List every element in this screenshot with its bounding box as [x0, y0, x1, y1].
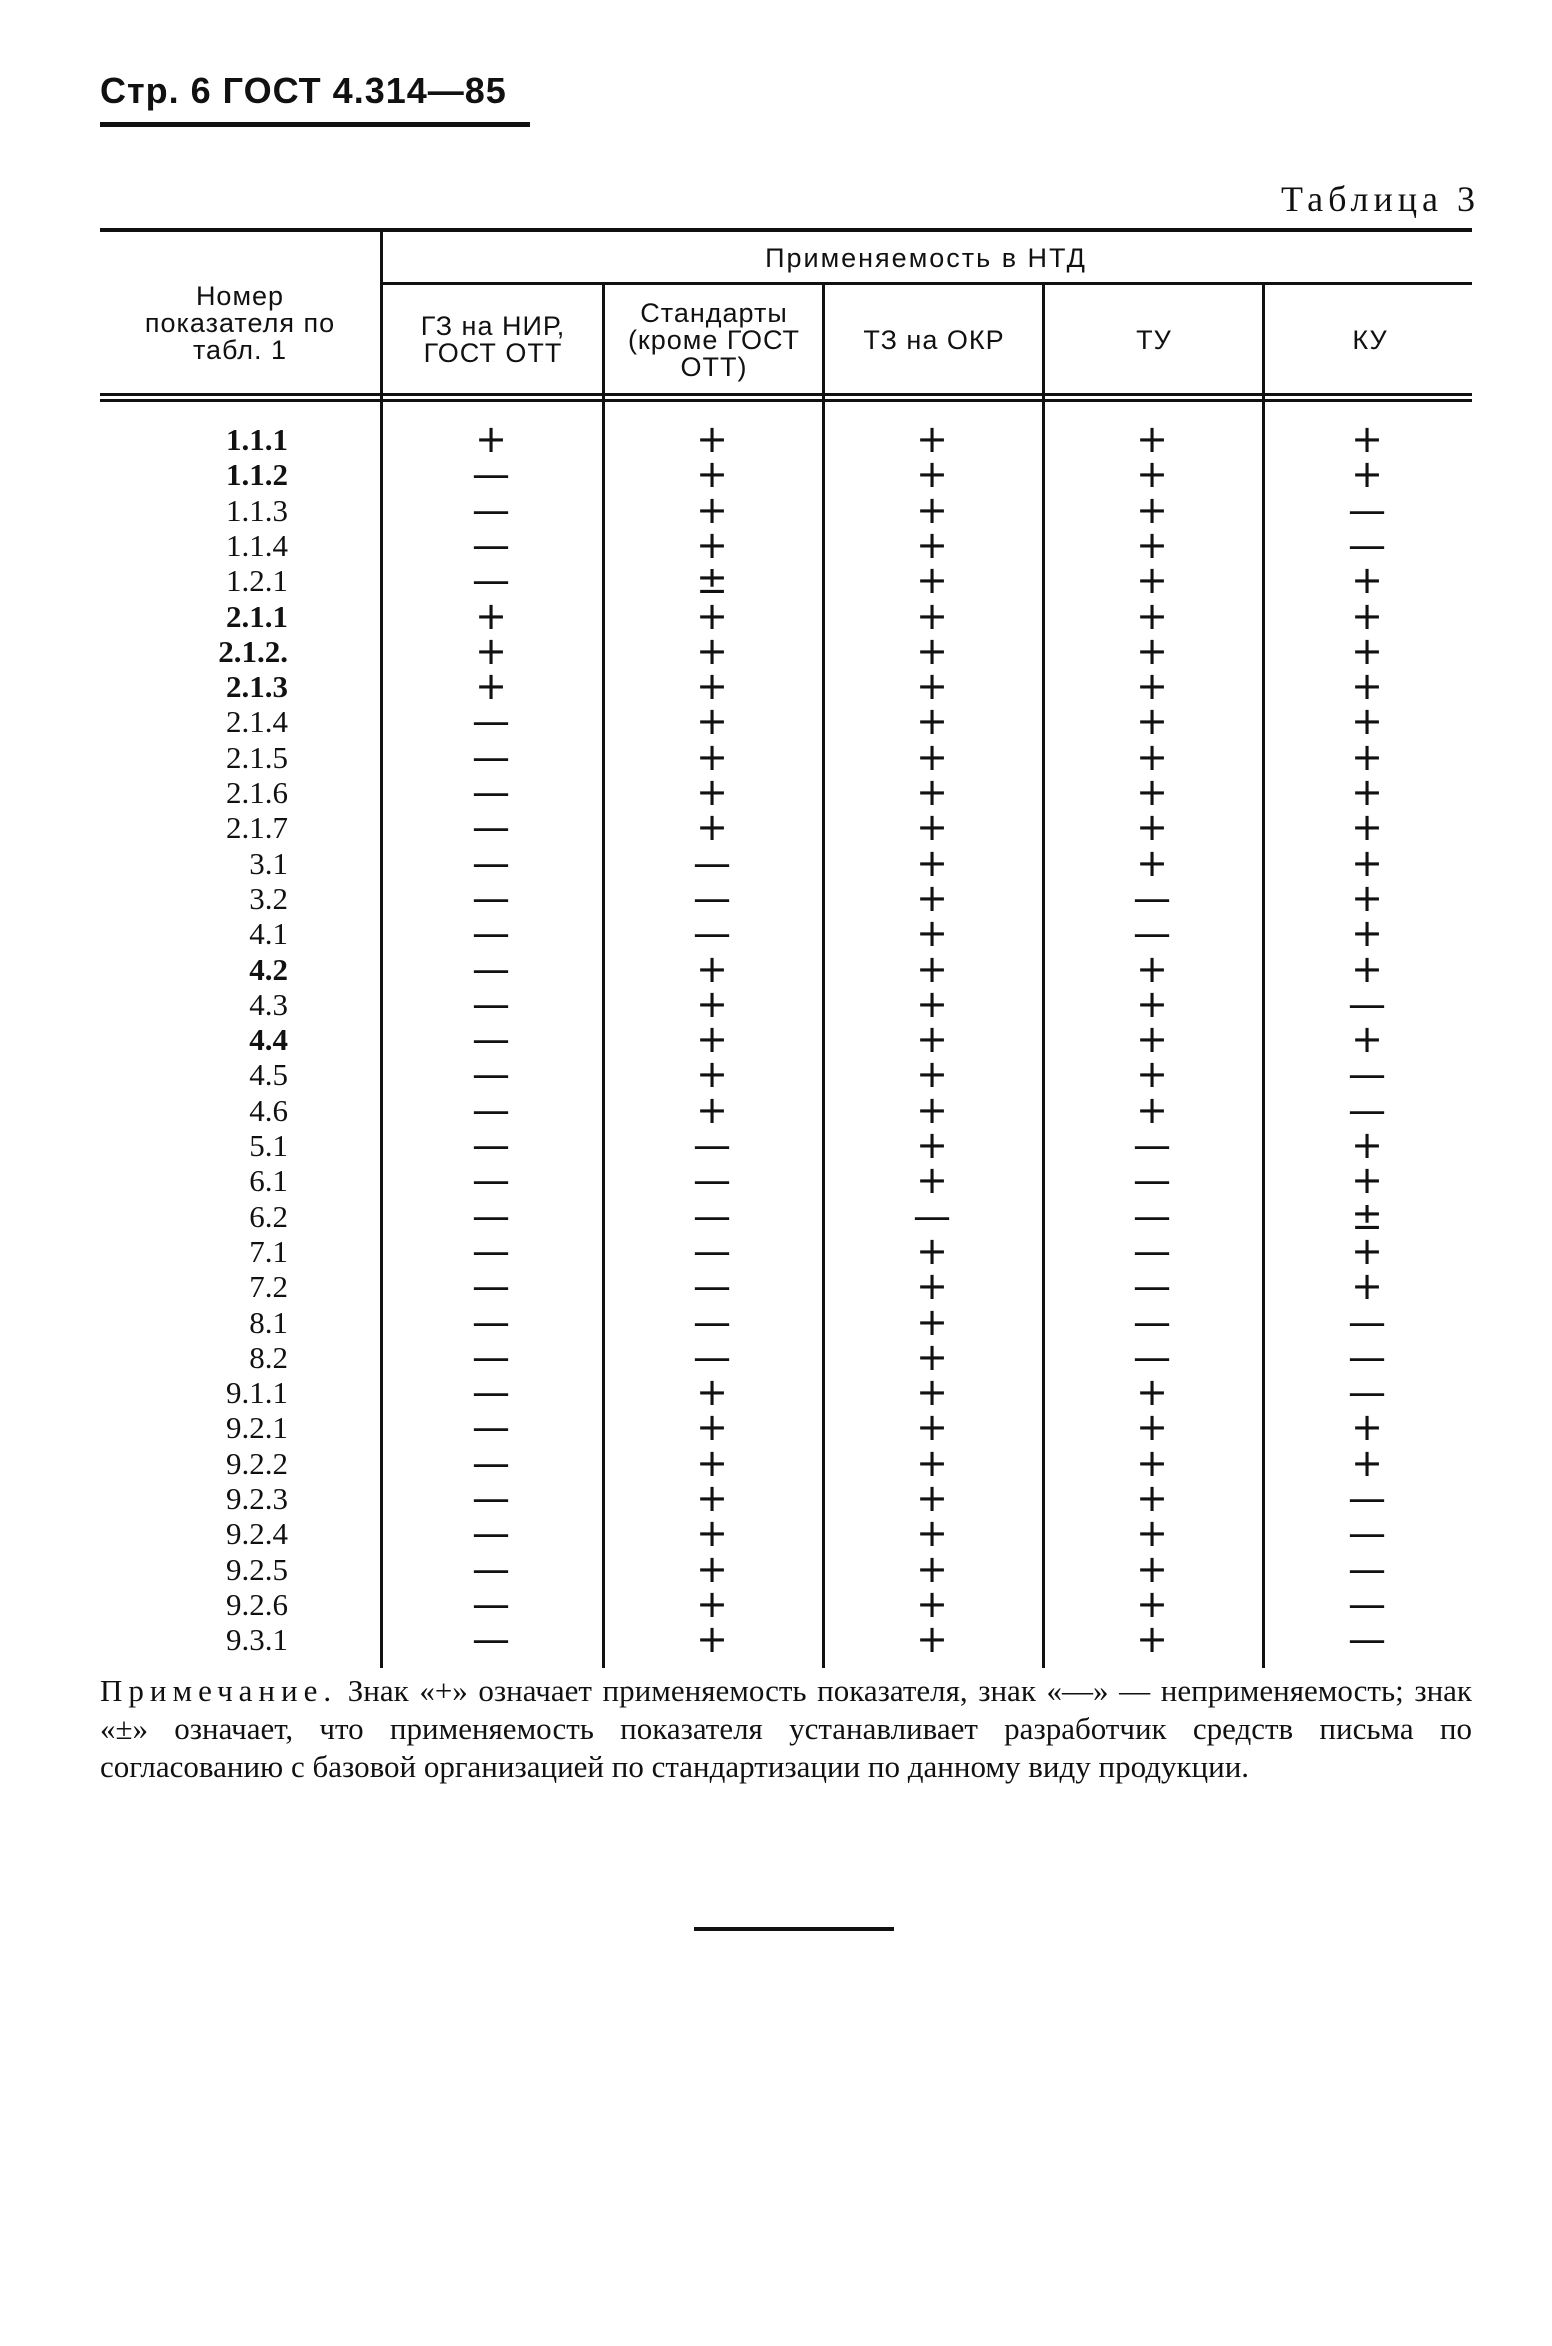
applicability-mark: +	[1136, 1370, 1168, 1415]
table-row	[100, 1581, 1472, 1626]
applicability-mark: +	[1351, 840, 1383, 885]
applicability-mark: —	[1348, 1052, 1386, 1097]
applicability-mark: +	[696, 1546, 728, 1591]
applicability-mark: +	[1136, 1017, 1168, 1062]
applicability-mark: +	[916, 734, 948, 779]
applicability-mark: —	[472, 1440, 510, 1485]
col-header-tu: ТУ	[1136, 324, 1172, 355]
row-number: 4.3	[249, 986, 288, 1022]
applicability-mark: +	[1136, 1511, 1168, 1556]
row-number: 2.1.4	[226, 704, 288, 740]
applicability-mark: —	[472, 699, 510, 744]
applicability-mark: —	[472, 522, 510, 567]
table-row	[100, 875, 1472, 920]
table-label: Таблица 3	[1281, 179, 1480, 219]
applicability-mark: +	[916, 1123, 948, 1167]
row-number: 9.1.1	[226, 1375, 288, 1411]
applicability-mark: —	[472, 1017, 510, 1062]
row-number: 2.1.1	[226, 598, 288, 634]
applicability-mark: +	[696, 699, 728, 744]
applicability-mark: +	[916, 1052, 948, 1097]
applicability-mark: —	[472, 1228, 510, 1273]
applicability-mark: —	[1133, 1264, 1171, 1309]
applicability-mark: —	[1133, 1299, 1171, 1344]
applicability-mark: +	[1136, 558, 1168, 603]
applicability-mark: +	[916, 946, 948, 991]
applicability-mark: +	[1136, 628, 1168, 673]
applicability-mark: +	[475, 417, 507, 461]
row-number: 9.3.1	[226, 1622, 288, 1658]
applicability-mark: —	[472, 1087, 510, 1132]
applicability-mark: ±	[1351, 1193, 1383, 1238]
applicability-mark: +	[1136, 1617, 1168, 1662]
row-number: 3.1	[249, 845, 288, 881]
applicability-mark: —	[472, 1581, 510, 1626]
row-number: 1.1.2	[226, 457, 288, 493]
applicability-mark: —	[472, 1476, 510, 1520]
applicability-mark: +	[916, 558, 948, 603]
group-header: Применяемость в НТД	[765, 242, 1087, 273]
applicability-mark: +	[1351, 911, 1383, 956]
table-row	[100, 770, 1472, 814]
table-row	[100, 1546, 1472, 1591]
applicability-mark: +	[1351, 1440, 1383, 1485]
row-number: 4.4	[249, 1022, 288, 1058]
applicability-mark: +	[1351, 1405, 1383, 1450]
applicability-mark: +	[1136, 1546, 1168, 1591]
table-row	[100, 1193, 1472, 1238]
row-number: 2.1.5	[226, 739, 288, 775]
applicability-mark: +	[916, 1617, 948, 1662]
applicability-mark: +	[916, 417, 948, 461]
applicability-mark: +	[1136, 770, 1168, 814]
row-number: 6.1	[249, 1163, 288, 1199]
applicability-mark: —	[472, 558, 510, 603]
applicability-mark: +	[916, 1017, 948, 1062]
row-number: 6.2	[249, 1198, 288, 1234]
applicability-mark: +	[696, 805, 728, 850]
row-number: 4.1	[249, 916, 288, 952]
applicability-mark: +	[1136, 1052, 1168, 1097]
applicability-mark: +	[1351, 734, 1383, 779]
table-row	[100, 1370, 1472, 1415]
applicability-mark: +	[916, 981, 948, 1026]
applicability-mark: +	[916, 1440, 948, 1485]
applicability-mark: +	[1136, 452, 1168, 497]
applicability-mark: —	[1348, 1581, 1386, 1626]
applicability-mark: +	[1136, 1581, 1168, 1626]
applicability-mark: +	[696, 1476, 728, 1520]
applicability-mark: —	[472, 1158, 510, 1203]
applicability-mark: +	[1351, 628, 1383, 673]
col-header-tz: ТЗ на ОКР	[863, 324, 1005, 355]
row-header: Номер показателя по табл. 1	[144, 280, 336, 365]
row-number: 9.2.6	[226, 1586, 288, 1622]
col-header-ku: КУ	[1352, 324, 1388, 355]
row-number: 1.1.4	[226, 527, 288, 563]
applicability-mark: +	[1136, 1476, 1168, 1520]
applicability-mark: +	[916, 911, 948, 956]
applicability-mark: +	[1136, 946, 1168, 991]
row-number: 4.5	[249, 1057, 288, 1093]
table-row	[100, 1440, 1472, 1485]
applicability-mark: —	[693, 1193, 731, 1238]
applicability-mark: +	[696, 770, 728, 814]
applicability-mark: +	[1136, 1440, 1168, 1485]
row-number: 3.2	[249, 880, 288, 916]
applicability-mark: +	[916, 1405, 948, 1450]
applicability-mark: —	[472, 770, 510, 814]
table-row	[100, 452, 1472, 497]
row-number: 8.2	[249, 1339, 288, 1375]
applicability-mark: +	[696, 1440, 728, 1485]
col-header-gz: ГЗ на НИР, ГОСТ ОТТ	[420, 311, 566, 368]
table-row	[100, 1087, 1472, 1132]
row-number: 4.6	[249, 1092, 288, 1128]
table-row	[100, 1264, 1472, 1309]
applicability-mark: +	[696, 593, 728, 638]
table-row	[100, 1476, 1472, 1520]
applicability-mark: +	[916, 522, 948, 567]
applicability-mark: —	[1133, 1334, 1171, 1379]
applicability-mark: +	[696, 1405, 728, 1450]
applicability-mark: +	[475, 664, 507, 709]
row-number: 2.1.6	[226, 775, 288, 810]
table-row	[100, 522, 1472, 567]
row-number: 9.2.5	[226, 1551, 288, 1587]
applicability-mark: —	[1133, 1228, 1171, 1273]
applicability-mark: —	[472, 1299, 510, 1344]
applicability-mark: +	[696, 981, 728, 1026]
applicability-mark: —	[1348, 522, 1386, 567]
row-number: 5.1	[249, 1128, 288, 1163]
row-number: 2.1.3	[226, 669, 288, 705]
row-number: 2.1.2.	[218, 633, 288, 669]
applicability-mark: +	[916, 770, 948, 814]
applicability-mark: +	[916, 1511, 948, 1556]
applicability-mark: —	[1348, 1546, 1386, 1591]
applicability-mark: +	[1351, 875, 1383, 920]
applicability-mark: +	[1136, 1405, 1168, 1450]
applicability-mark: +	[1136, 664, 1168, 709]
applicability-mark: —	[472, 734, 510, 779]
header-bottom-rule	[100, 393, 1472, 396]
applicability-mark: —	[1348, 1476, 1386, 1520]
applicability-mark: —	[472, 487, 510, 532]
applicability-mark: +	[1351, 946, 1383, 991]
row-number: 2.1.7	[226, 810, 288, 846]
applicability-mark: +	[696, 628, 728, 673]
applicability-mark: +	[916, 699, 948, 744]
applicability-mark: +	[696, 452, 728, 497]
applicability-mark: —	[693, 840, 731, 885]
table-row	[100, 1017, 1472, 1062]
applicability-mark: —	[472, 875, 510, 920]
applicability-mark: +	[1351, 770, 1383, 814]
applicability-mark: +	[916, 1158, 948, 1203]
applicability-mark: —	[693, 1334, 731, 1379]
table-row	[100, 417, 1472, 461]
applicability-mark: ±	[696, 558, 728, 603]
applicability-mark: —	[1348, 981, 1386, 1026]
applicability-mark: —	[1348, 1087, 1386, 1132]
applicability-mark: +	[1136, 1087, 1168, 1132]
applicability-mark: —	[693, 1158, 731, 1203]
applicability-mark: +	[696, 664, 728, 709]
applicability-mark: +	[696, 1581, 728, 1626]
applicability-mark: +	[916, 452, 948, 497]
table-row	[100, 1228, 1472, 1273]
applicability-mark: +	[696, 1617, 728, 1662]
applicability-mark: —	[1133, 1193, 1171, 1238]
applicability-mark: +	[916, 1581, 948, 1626]
applicability-mark: +	[1351, 805, 1383, 850]
group-rule	[380, 282, 1472, 285]
table-row	[100, 628, 1472, 673]
applicability-mark: —	[1348, 1617, 1386, 1662]
applicability-mark: —	[472, 911, 510, 956]
applicability-mark: +	[916, 840, 948, 885]
applicability-mark: —	[472, 1617, 510, 1662]
applicability-mark: +	[1351, 1123, 1383, 1167]
applicability-mark: +	[1351, 1264, 1383, 1309]
applicability-mark: +	[1136, 981, 1168, 1026]
applicability-mark: +	[696, 417, 728, 461]
table-row	[100, 1511, 1472, 1556]
table-row	[100, 734, 1472, 779]
applicability-mark: +	[1136, 734, 1168, 779]
applicability-mark: +	[1136, 487, 1168, 532]
applicability-mark: +	[1136, 699, 1168, 744]
applicability-mark: +	[916, 875, 948, 920]
applicability-mark: —	[1348, 1299, 1386, 1344]
applicability-mark: +	[916, 1546, 948, 1591]
applicability-mark: +	[1351, 417, 1383, 461]
applicability-mark: +	[916, 1334, 948, 1379]
applicability-mark: +	[1351, 664, 1383, 709]
applicability-mark: +	[1351, 593, 1383, 638]
applicability-mark: —	[1133, 875, 1171, 920]
row-number: 1.1.1	[226, 422, 288, 457]
applicability-mark: —	[693, 1299, 731, 1344]
applicability-mark: —	[472, 1370, 510, 1415]
note-text: Знак «+» означает применяемость показателя, знак «—» — неприменяемость; знак «±» означает, что применяемость показателя устанавливает разработчик средств письма по согласованию с базовой организацией по стандартизации по данному виду продукции.	[100, 1673, 1472, 1784]
row-number: 8.1	[249, 1304, 288, 1340]
row-number: 9.2.3	[226, 1481, 288, 1516]
applicability-mark: +	[696, 522, 728, 567]
applicability-mark: —	[472, 805, 510, 850]
applicability-mark: +	[696, 734, 728, 779]
table-row	[100, 911, 1472, 956]
applicability-mark: +	[916, 1228, 948, 1273]
row-number: 9.2.2	[226, 1445, 288, 1481]
applicability-mark: —	[693, 1228, 731, 1273]
applicability-mark: +	[696, 1017, 728, 1062]
table-row	[100, 1334, 1472, 1379]
row-number: 9.2.1	[226, 1410, 288, 1446]
applicability-mark: —	[472, 452, 510, 497]
applicability-mark: —	[472, 1264, 510, 1309]
applicability-mark: +	[696, 487, 728, 532]
header-bottom-rule-2	[100, 399, 1472, 402]
col-header-standards: Стандарты (кроме ГОСТ ОТТ)	[627, 297, 801, 382]
applicability-mark: +	[916, 1299, 948, 1344]
table-row	[100, 699, 1472, 744]
applicability-mark: +	[696, 946, 728, 991]
applicability-mark: —	[913, 1193, 951, 1238]
applicability-mark: —	[1133, 911, 1171, 956]
applicability-mark: +	[1136, 840, 1168, 885]
row-number: 1.1.3	[226, 492, 288, 528]
applicability-mark: —	[693, 875, 731, 920]
applicability-mark: +	[1136, 805, 1168, 850]
table-row	[100, 1052, 1472, 1097]
applicability-mark: +	[1351, 1017, 1383, 1062]
table-row	[100, 1617, 1472, 1662]
applicability-mark: +	[916, 1370, 948, 1415]
applicability-mark: +	[1136, 417, 1168, 461]
applicability-mark: —	[1348, 1511, 1386, 1556]
footer-rule	[694, 1927, 894, 1931]
table-row	[100, 558, 1472, 603]
applicability-table	[100, 228, 1472, 1668]
applicability-mark: +	[1351, 699, 1383, 744]
table-row	[100, 840, 1472, 885]
row-number: 4.2	[249, 951, 288, 987]
table-row	[100, 664, 1472, 709]
applicability-mark: +	[1136, 522, 1168, 567]
applicability-mark: +	[916, 1264, 948, 1309]
applicability-mark: +	[916, 1087, 948, 1132]
table-row	[100, 946, 1472, 991]
applicability-mark: +	[1351, 1228, 1383, 1273]
table-row	[100, 1299, 1472, 1344]
applicability-mark: +	[696, 1370, 728, 1415]
applicability-mark: +	[916, 664, 948, 709]
applicability-mark: +	[696, 1087, 728, 1132]
applicability-mark: —	[1348, 1370, 1386, 1415]
applicability-mark: —	[1133, 1158, 1171, 1203]
applicability-mark: —	[472, 1511, 510, 1556]
applicability-mark: —	[693, 911, 731, 956]
applicability-mark: +	[916, 593, 948, 638]
table-top-rule	[100, 228, 1472, 232]
table-row	[100, 981, 1472, 1026]
applicability-mark: +	[916, 1476, 948, 1520]
page-header: Стр. 6 ГОСТ 4.314—85	[100, 70, 507, 111]
table-row	[100, 1158, 1472, 1203]
applicability-mark: —	[472, 1193, 510, 1238]
applicability-mark: —	[693, 1123, 731, 1167]
note-heading: Примечание.	[100, 1673, 338, 1708]
applicability-mark: —	[472, 1123, 510, 1167]
applicability-mark: +	[916, 487, 948, 532]
applicability-mark: —	[472, 1546, 510, 1591]
applicability-mark: —	[472, 1052, 510, 1097]
applicability-mark: +	[1136, 593, 1168, 638]
header-rule	[100, 122, 530, 127]
table-row	[100, 1123, 1472, 1167]
table-row	[100, 1405, 1472, 1450]
table-note	[100, 1672, 1472, 1786]
row-number: 1.2.1	[226, 563, 288, 599]
applicability-mark: +	[696, 1511, 728, 1556]
applicability-mark: +	[696, 1052, 728, 1097]
applicability-mark: +	[1351, 558, 1383, 603]
applicability-mark: +	[475, 593, 507, 638]
row-number: 7.1	[249, 1233, 288, 1269]
row-number: 7.2	[249, 1269, 288, 1305]
applicability-mark: +	[1351, 1158, 1383, 1203]
applicability-mark: —	[1348, 487, 1386, 532]
table-row	[100, 593, 1472, 638]
applicability-mark: —	[693, 1264, 731, 1309]
applicability-mark: —	[472, 981, 510, 1026]
applicability-mark: —	[1133, 1123, 1171, 1167]
table-row	[100, 487, 1472, 532]
row-number: 9.2.4	[226, 1516, 288, 1552]
applicability-mark: —	[1348, 1334, 1386, 1379]
applicability-mark: +	[916, 628, 948, 673]
applicability-mark: +	[1351, 452, 1383, 497]
table-row	[100, 805, 1472, 850]
applicability-mark: —	[472, 946, 510, 991]
applicability-mark: —	[472, 1405, 510, 1450]
applicability-mark: +	[475, 628, 507, 673]
applicability-mark: —	[472, 840, 510, 885]
applicability-mark: +	[916, 805, 948, 850]
applicability-mark: —	[472, 1334, 510, 1379]
